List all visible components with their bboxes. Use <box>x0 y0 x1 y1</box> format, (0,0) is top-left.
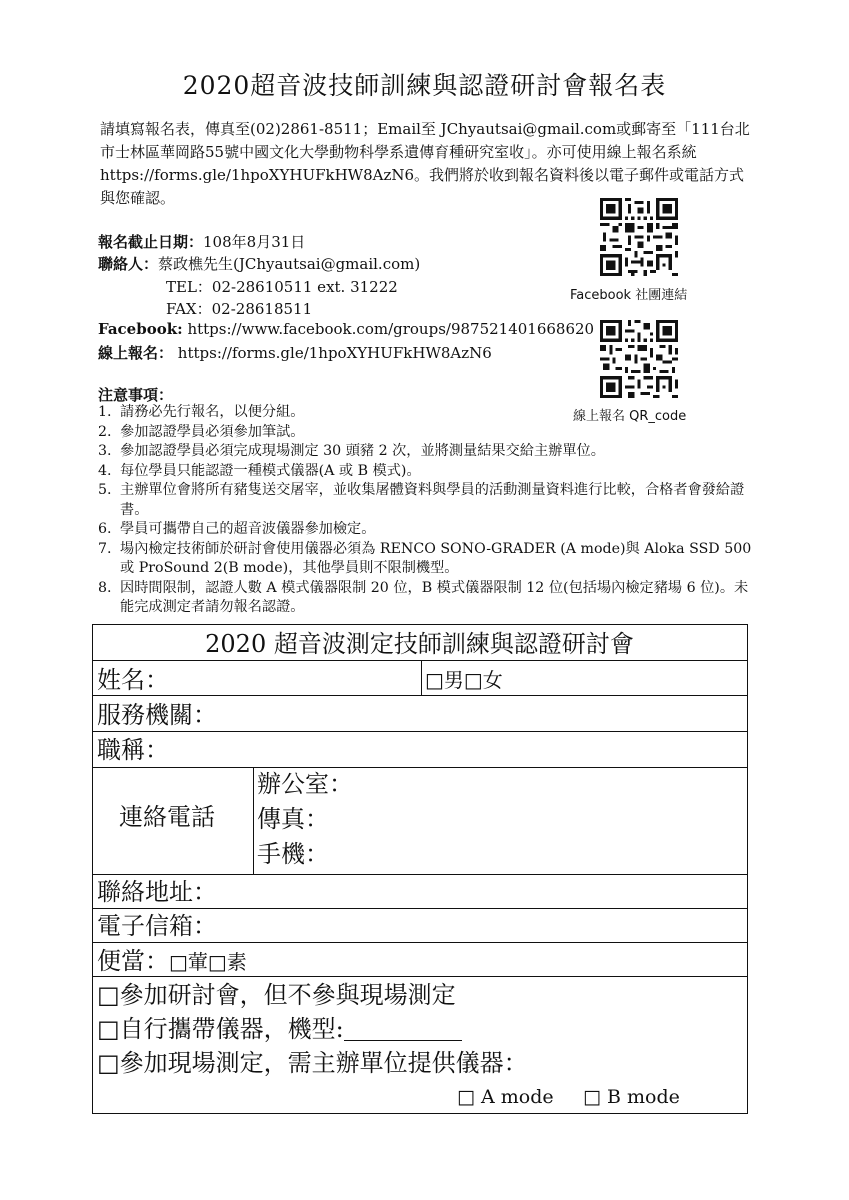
note-number: 1. <box>98 404 112 420</box>
job-title-label: 職稱： <box>97 736 169 764</box>
mode-a-checkbox[interactable]: □ A mode <box>457 1086 554 1108</box>
notes-list <box>98 403 754 618</box>
note-text: 參加認證學員必須完成現場測定 30 頭豬 2 次，並將測量結果交給主辦單位。 <box>120 443 605 459</box>
contact-label: 聯絡人： <box>98 255 159 273</box>
deadline-line <box>98 231 305 252</box>
facebook-qr-caption: Facebook 社團連結 <box>570 288 688 303</box>
note-item <box>98 520 754 540</box>
note-item <box>98 462 754 482</box>
note-number: 7. <box>98 540 112 557</box>
note-item <box>98 403 754 423</box>
facebook-url[interactable]: https://www.facebook.com/groups/987521401668620 <box>187 320 595 338</box>
note-number: 8. <box>98 579 112 596</box>
device-model-blank[interactable] <box>344 1018 462 1041</box>
note-text: 因時間限制，認證人數 A 模式儀器限制 20 位，B 模式儀器限制 12 位(包括場內檢定豬場 6 位)。未能完成測定者請勿報名認證。 <box>120 579 749 615</box>
gender-checkboxes[interactable]: □男□女 <box>425 668 503 692</box>
option-own-device-text: □自行攜帶儀器，機型: <box>97 1015 344 1043</box>
email-label: 電子信箱： <box>97 912 217 940</box>
name-label: 姓名： <box>97 666 169 694</box>
registration-form <box>92 624 748 1114</box>
note-item <box>98 423 754 443</box>
note-text: 參加認證學員必須參加筆試。 <box>120 423 305 440</box>
note-text: 每位學員只能認證一種模式儀器(A 或 B 模式)。 <box>120 462 421 479</box>
organization-label: 服務機關： <box>97 701 217 729</box>
meal-label <box>97 949 247 973</box>
deadline-label: 報名截止日期： <box>98 233 204 251</box>
office-phone-label: 辦公室： <box>257 770 353 798</box>
contact-fax: FAX：02-28618511 <box>166 300 313 318</box>
contact-name: 蔡政樵先生(JChyautsai@gmail.com) <box>158 255 421 273</box>
intro-paragraph: 請填寫報名表，傳真至(02)2861-8511；Email至 JChyautsai@gmail.com或郵寄至「111台北市士林區華岡路55號中國文化大學動物科學系遺傳育種研究室收」。亦可使用線上報名系統https://forms.gle/1hpoXYHUFkHW8AzN6。我們將於收到報名資料後以電子郵件或電話方式與您確認。 <box>100 120 750 207</box>
option-seminar-only[interactable]: □參加研討會，但不參與現場測定 <box>97 981 456 1009</box>
note-item <box>98 540 754 579</box>
notes-heading: 注意事項： <box>98 386 174 404</box>
note-number: 2. <box>98 423 112 440</box>
meal-checkboxes[interactable]: □葷□素 <box>169 950 247 974</box>
note-text: 請務必先行報名，以便分組。 <box>120 404 305 420</box>
note-item <box>98 481 754 520</box>
online-line <box>98 342 492 363</box>
fax-label: 傳真： <box>257 805 329 833</box>
option-own-device[interactable] <box>97 1017 462 1041</box>
page-title: 2020超音波技師訓練與認證研討會報名表 <box>182 71 667 100</box>
meal-label-text: 便當： <box>97 947 169 975</box>
note-item <box>98 442 754 462</box>
facebook-qr-code-icon[interactable] <box>600 198 678 276</box>
facebook-label: Facebook: <box>98 320 183 338</box>
contact-tel: TEL：02-28610511 ext. 31222 <box>166 278 398 296</box>
option-provided-device[interactable]: □參加現場測定，需主辦單位提供儀器： <box>97 1049 528 1077</box>
note-number: 3. <box>98 443 112 459</box>
phone-label: 連絡電話 <box>119 803 215 831</box>
note-number: 6. <box>98 521 112 537</box>
address-label: 聯絡地址： <box>97 878 217 906</box>
note-number: 4. <box>98 462 112 479</box>
mode-b-checkbox[interactable]: □ B mode <box>583 1086 680 1108</box>
mobile-label: 手機： <box>257 840 329 868</box>
online-label: 線上報名： <box>98 344 174 362</box>
deadline-value: 108年8月31日 <box>203 233 306 251</box>
online-registration-qr-code-icon[interactable] <box>600 320 678 398</box>
online-qr-caption: 線上報名 QR_code <box>573 409 687 424</box>
contact-line <box>98 253 420 274</box>
form-title: 2020 超音波測定技師訓練與認證研討會 <box>205 630 634 658</box>
note-text: 場內檢定技術師於研討會使用儀器必須為 RENCO SONO-GRADER (A mode)與 Aloka SSD 500 或 ProSound 2(B mode)，其他學員則不限制機型。 <box>120 540 752 576</box>
note-number: 5. <box>98 482 112 498</box>
facebook-line <box>98 320 594 338</box>
note-text: 學員可攜帶自己的超音波儀器參加檢定。 <box>120 521 376 537</box>
note-text: 主辦單位會將所有豬隻送交屠宰，並收集屠體資料與學員的活動測量資料進行比較，合格者會發給證書。 <box>120 482 745 518</box>
note-item <box>98 579 754 618</box>
online-url[interactable]: https://forms.gle/1hpoXYHUFkHW8AzN6 <box>177 344 492 362</box>
